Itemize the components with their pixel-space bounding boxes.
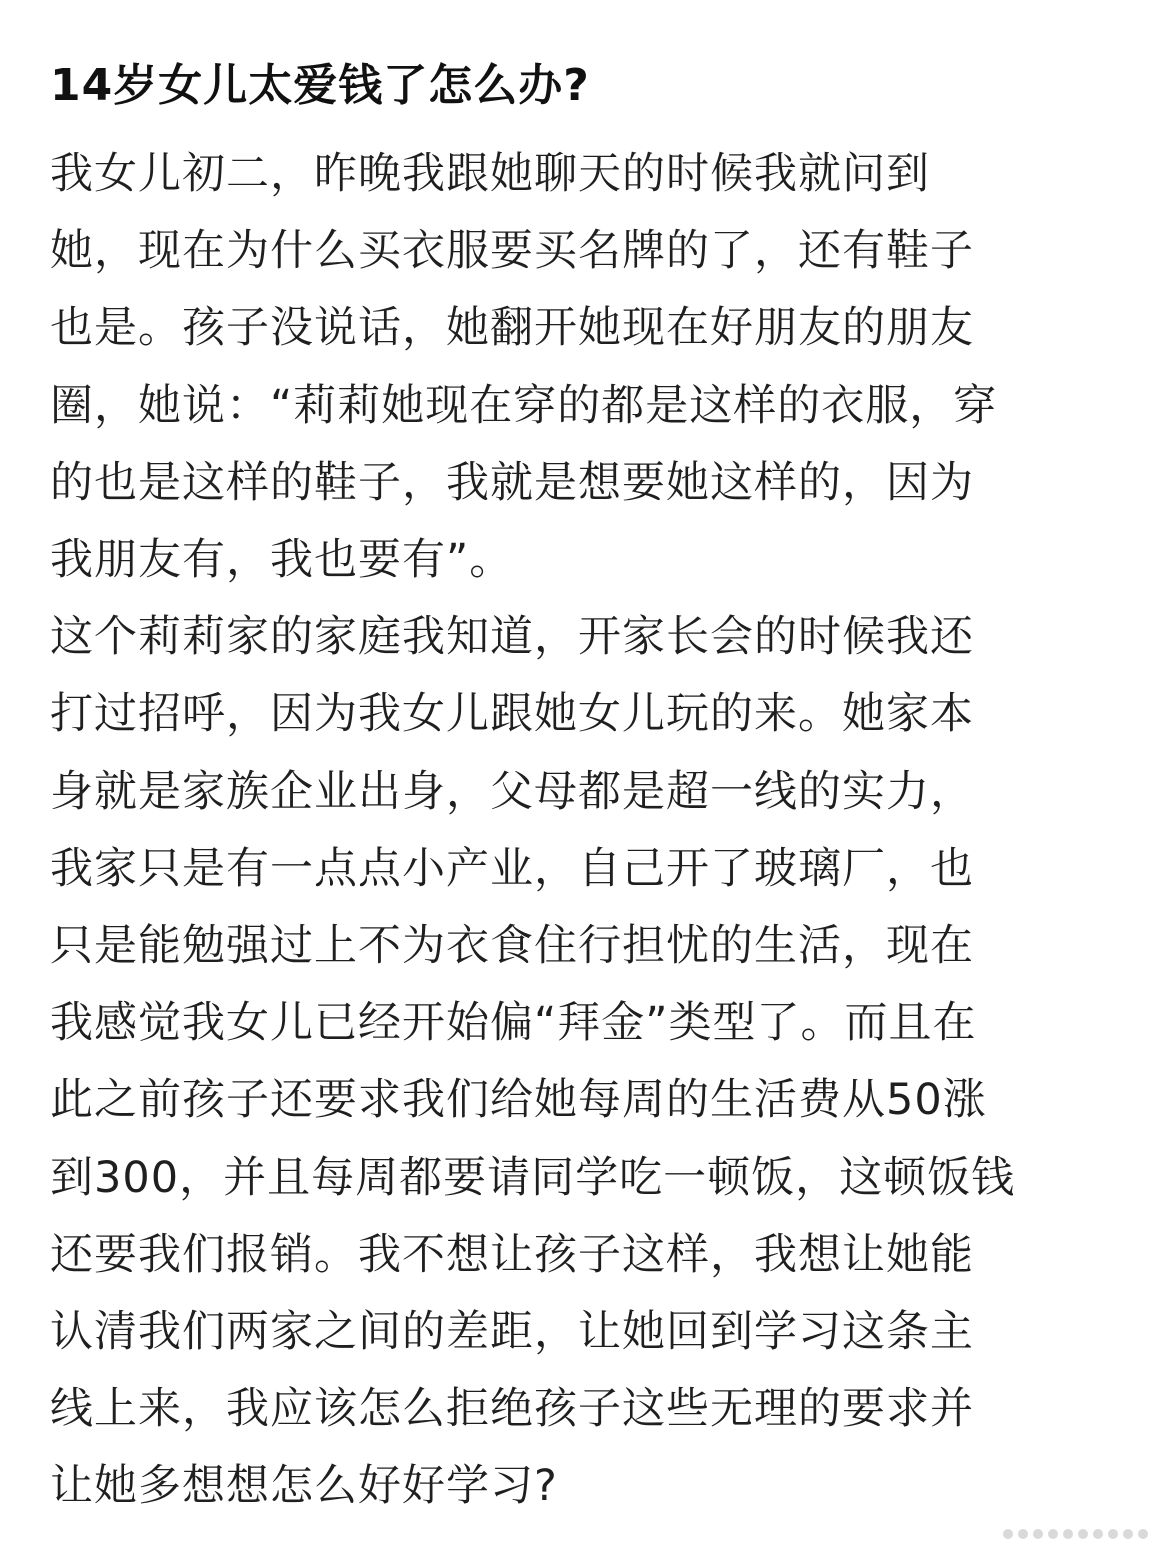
- post-line: 我感觉我女儿已经开始偏“拜金”类型了。而且在: [50, 998, 977, 1049]
- watermark-dot: [1003, 1529, 1013, 1539]
- post-line: 让她多想想怎么好好学习?: [50, 1461, 558, 1512]
- post-content: [50, 54, 1130, 1526]
- post-line: 线上来，我应该怎么拒绝孩子这些无理的要求并: [50, 1384, 974, 1435]
- post-line: 她，现在为什么买衣服要买名牌的了，还有鞋子: [50, 226, 974, 277]
- watermark-dot: [1063, 1529, 1073, 1539]
- post-line: 的也是这样的鞋子，我就是想要她这样的，因为: [50, 457, 974, 508]
- post-line: 还要我们报销。我不想让孩子这样，我想让她能: [50, 1229, 974, 1280]
- post-line: 这个莉莉家的家庭我知道，开家长会的时候我还: [50, 612, 974, 663]
- post-line: 我女儿初二，昨晚我跟她聊天的时候我就问到: [50, 149, 930, 199]
- post-line: 也是。孩子没说话，她翻开她现在好朋友的朋友: [50, 303, 974, 354]
- watermark-dot: [1108, 1529, 1118, 1539]
- post-line: 认清我们两家之间的差距，让她回到学习这条主: [50, 1307, 974, 1358]
- watermark-dot: [1018, 1529, 1028, 1539]
- post-line: 打过招呼，因为我女儿跟她女儿玩的来。她家本: [50, 689, 974, 740]
- post-body: [50, 136, 1130, 1526]
- watermark-dot: [1033, 1529, 1043, 1539]
- watermark-dots: [1003, 1529, 1148, 1539]
- post-line: 我家只是有一点点小产业，自己开了玻璃厂，也: [50, 843, 974, 894]
- watermark-dot: [1078, 1529, 1088, 1539]
- post-title: 14岁女儿太爱钱了怎么办?: [50, 60, 590, 111]
- post-line: 到300，并且每周都要请同学吃一顿饭，这顿饭钱: [50, 1152, 1016, 1203]
- watermark-dot: [1093, 1529, 1103, 1539]
- post-line: 身就是家族企业出身，父母都是超一线的实力，: [50, 766, 974, 817]
- post-line: 此之前孩子还要求我们给她每周的生活费从50涨: [50, 1075, 987, 1126]
- watermark-dot: [1138, 1529, 1148, 1539]
- watermark-dot: [1048, 1529, 1058, 1539]
- post-line: 只是能勉强过上不为衣食住行担忧的生活，现在: [50, 921, 974, 972]
- post-line: 圈，她说：“莉莉她现在穿的都是这样的衣服，穿: [50, 380, 998, 431]
- watermark-dot: [1123, 1529, 1133, 1539]
- post-line: 我朋友有，我也要有”。: [50, 535, 514, 586]
